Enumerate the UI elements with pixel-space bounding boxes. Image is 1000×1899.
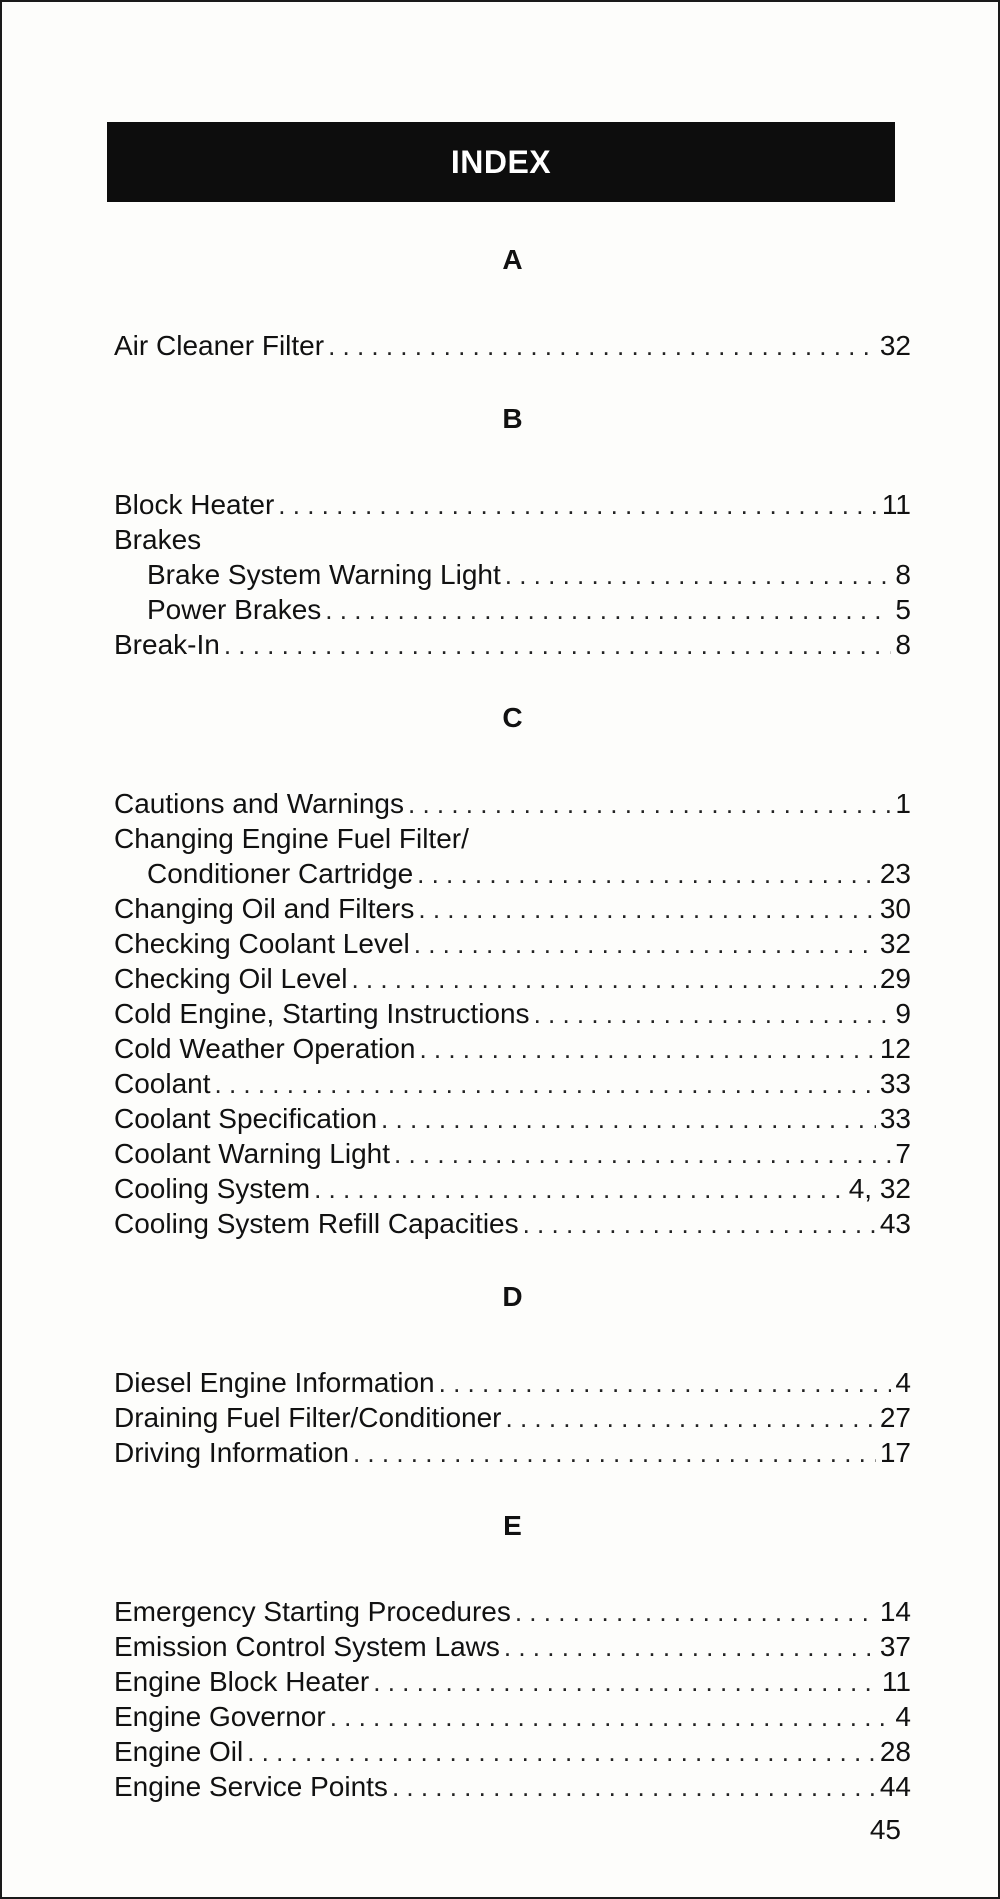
index-entry: [114, 1206, 911, 1241]
index-entry: [114, 1629, 911, 1664]
index-subentry: [114, 557, 911, 592]
dot-leader: [506, 1401, 876, 1436]
entry-page-number: 14: [879, 1596, 911, 1627]
dot-leader: [381, 1102, 876, 1137]
dot-leader: [224, 628, 892, 663]
index-section-c: [114, 698, 911, 1241]
entry-label: Engine Oil: [114, 1736, 244, 1767]
index-entry-heading: Changing Engine Fuel Filter/: [114, 823, 469, 854]
index-entry: [114, 1769, 911, 1804]
entry-label: Brake System Warning Light: [147, 559, 501, 590]
entry-page-number: 5: [895, 594, 911, 625]
index-entry-heading: Brakes: [114, 524, 202, 555]
dot-leader: [373, 1665, 878, 1700]
dot-leader: [328, 329, 876, 364]
index-entry: [114, 328, 911, 363]
dot-leader: [505, 558, 892, 593]
entry-label: Cooling System Refill Capacities: [114, 1208, 519, 1239]
dot-leader: [419, 1032, 875, 1067]
entry-label: Break-In: [114, 629, 220, 660]
entry-page-number: 12: [879, 1033, 911, 1064]
dot-leader: [414, 927, 876, 962]
index-entry: [114, 996, 911, 1031]
index-entry: [114, 1136, 911, 1171]
section-letter: B: [502, 403, 523, 434]
entry-page-number: 4, 32: [848, 1173, 911, 1204]
index-section-b: [114, 399, 911, 662]
dot-leader: [314, 1172, 845, 1207]
index-entry: [114, 961, 911, 996]
entry-label: Coolant: [114, 1068, 211, 1099]
entry-label: Checking Oil Level: [114, 963, 348, 994]
dot-leader: [330, 1700, 892, 1735]
index-subentry: [114, 856, 911, 891]
dot-leader: [523, 1207, 876, 1242]
entry-page-number: 1: [895, 788, 911, 819]
dot-leader: [504, 1630, 876, 1665]
entry-label: Conditioner Cartridge: [147, 858, 414, 889]
index-subentry: [114, 592, 911, 627]
dot-leader: [247, 1735, 876, 1770]
entry-page-number: 27: [879, 1402, 911, 1433]
entry-page-number: 33: [879, 1068, 911, 1099]
dot-leader: [408, 787, 891, 822]
entry-page-number: 23: [879, 858, 911, 889]
section-letter: C: [502, 702, 523, 733]
entry-label: Draining Fuel Filter/Conditioner: [114, 1402, 502, 1433]
index-section-e: [114, 1506, 911, 1804]
entry-page-number: 8: [895, 629, 911, 660]
entry-label: Air Cleaner Filter: [114, 330, 325, 361]
entry-label: Block Heater: [114, 489, 275, 520]
page-number: 45: [869, 1814, 901, 1845]
entry-page-number: 37: [879, 1631, 911, 1662]
index-entry: [114, 1664, 911, 1699]
entry-label: Emergency Starting Procedures: [114, 1596, 511, 1627]
entry-page-number: 44: [879, 1771, 911, 1802]
entry-page-number: 32: [879, 928, 911, 959]
section-letter: E: [503, 1510, 522, 1541]
entry-label: Engine Governor: [114, 1701, 326, 1732]
index-entry: [114, 1171, 911, 1206]
entry-page-number: 32: [879, 330, 911, 361]
index-entry: [114, 627, 911, 662]
index-entry: [114, 1066, 911, 1101]
index-content: [114, 240, 911, 1804]
index-banner: [107, 122, 895, 202]
dot-leader: [353, 1436, 876, 1471]
entry-page-number: 28: [879, 1736, 911, 1767]
index-entry: [114, 926, 911, 961]
entry-label: Emission Control System Laws: [114, 1631, 500, 1662]
section-letter: A: [502, 244, 523, 275]
dot-leader: [418, 892, 875, 927]
entry-page-number: 30: [879, 893, 911, 924]
dot-leader: [394, 1137, 891, 1172]
dot-leader: [417, 857, 876, 892]
index-entry: [114, 891, 911, 926]
entry-page-number: 43: [879, 1208, 911, 1239]
entry-label: Cold Weather Operation: [114, 1033, 416, 1064]
dot-leader: [534, 997, 892, 1032]
entry-page-number: 11: [881, 489, 911, 520]
entry-label: Engine Block Heater: [114, 1666, 370, 1697]
entry-label: Engine Service Points: [114, 1771, 388, 1802]
index-entry: [114, 1101, 911, 1136]
dot-leader: [278, 488, 878, 523]
section-letter: D: [502, 1281, 523, 1312]
dot-leader: [392, 1770, 876, 1805]
entry-page-number: 4: [895, 1367, 911, 1398]
index-section-d: [114, 1277, 911, 1470]
entry-label: Changing Oil and Filters: [114, 893, 415, 924]
page-title: INDEX: [450, 143, 552, 180]
entry-label: Cold Engine, Starting Instructions: [114, 998, 530, 1029]
dot-leader: [351, 962, 875, 997]
dot-leader: [325, 593, 891, 628]
entry-page-number: 9: [895, 998, 911, 1029]
index-entry: [114, 1365, 911, 1400]
dot-leader: [439, 1366, 892, 1401]
index-entry: [114, 786, 911, 821]
entry-label: Coolant Warning Light: [114, 1138, 391, 1169]
entry-label: Power Brakes: [147, 594, 322, 625]
index-entry: [114, 1734, 911, 1769]
entry-page-number: 11: [881, 1666, 911, 1697]
entry-label: Checking Coolant Level: [114, 928, 410, 959]
index-entry: [114, 1594, 911, 1629]
entry-page-number: 29: [879, 963, 911, 994]
entry-page-number: 8: [895, 559, 911, 590]
entry-page-number: 33: [879, 1103, 911, 1134]
entry-label: Diesel Engine Information: [114, 1367, 435, 1398]
index-entry: [114, 1435, 911, 1470]
dot-leader: [215, 1067, 876, 1102]
entry-label: Cooling System: [114, 1173, 311, 1204]
entry-label: Cautions and Warnings: [114, 788, 405, 819]
index-entry: [114, 487, 911, 522]
dot-leader: [515, 1595, 876, 1630]
entry-page-number: 4: [895, 1701, 911, 1732]
entry-page-number: 7: [895, 1138, 911, 1169]
index-section-a: [114, 240, 911, 363]
entry-page-number: 17: [879, 1437, 911, 1468]
index-entry: [114, 1031, 911, 1066]
index-entry: [114, 1699, 911, 1734]
entry-label: Driving Information: [114, 1437, 349, 1468]
entry-label: Coolant Specification: [114, 1103, 378, 1134]
index-entry: [114, 1400, 911, 1435]
